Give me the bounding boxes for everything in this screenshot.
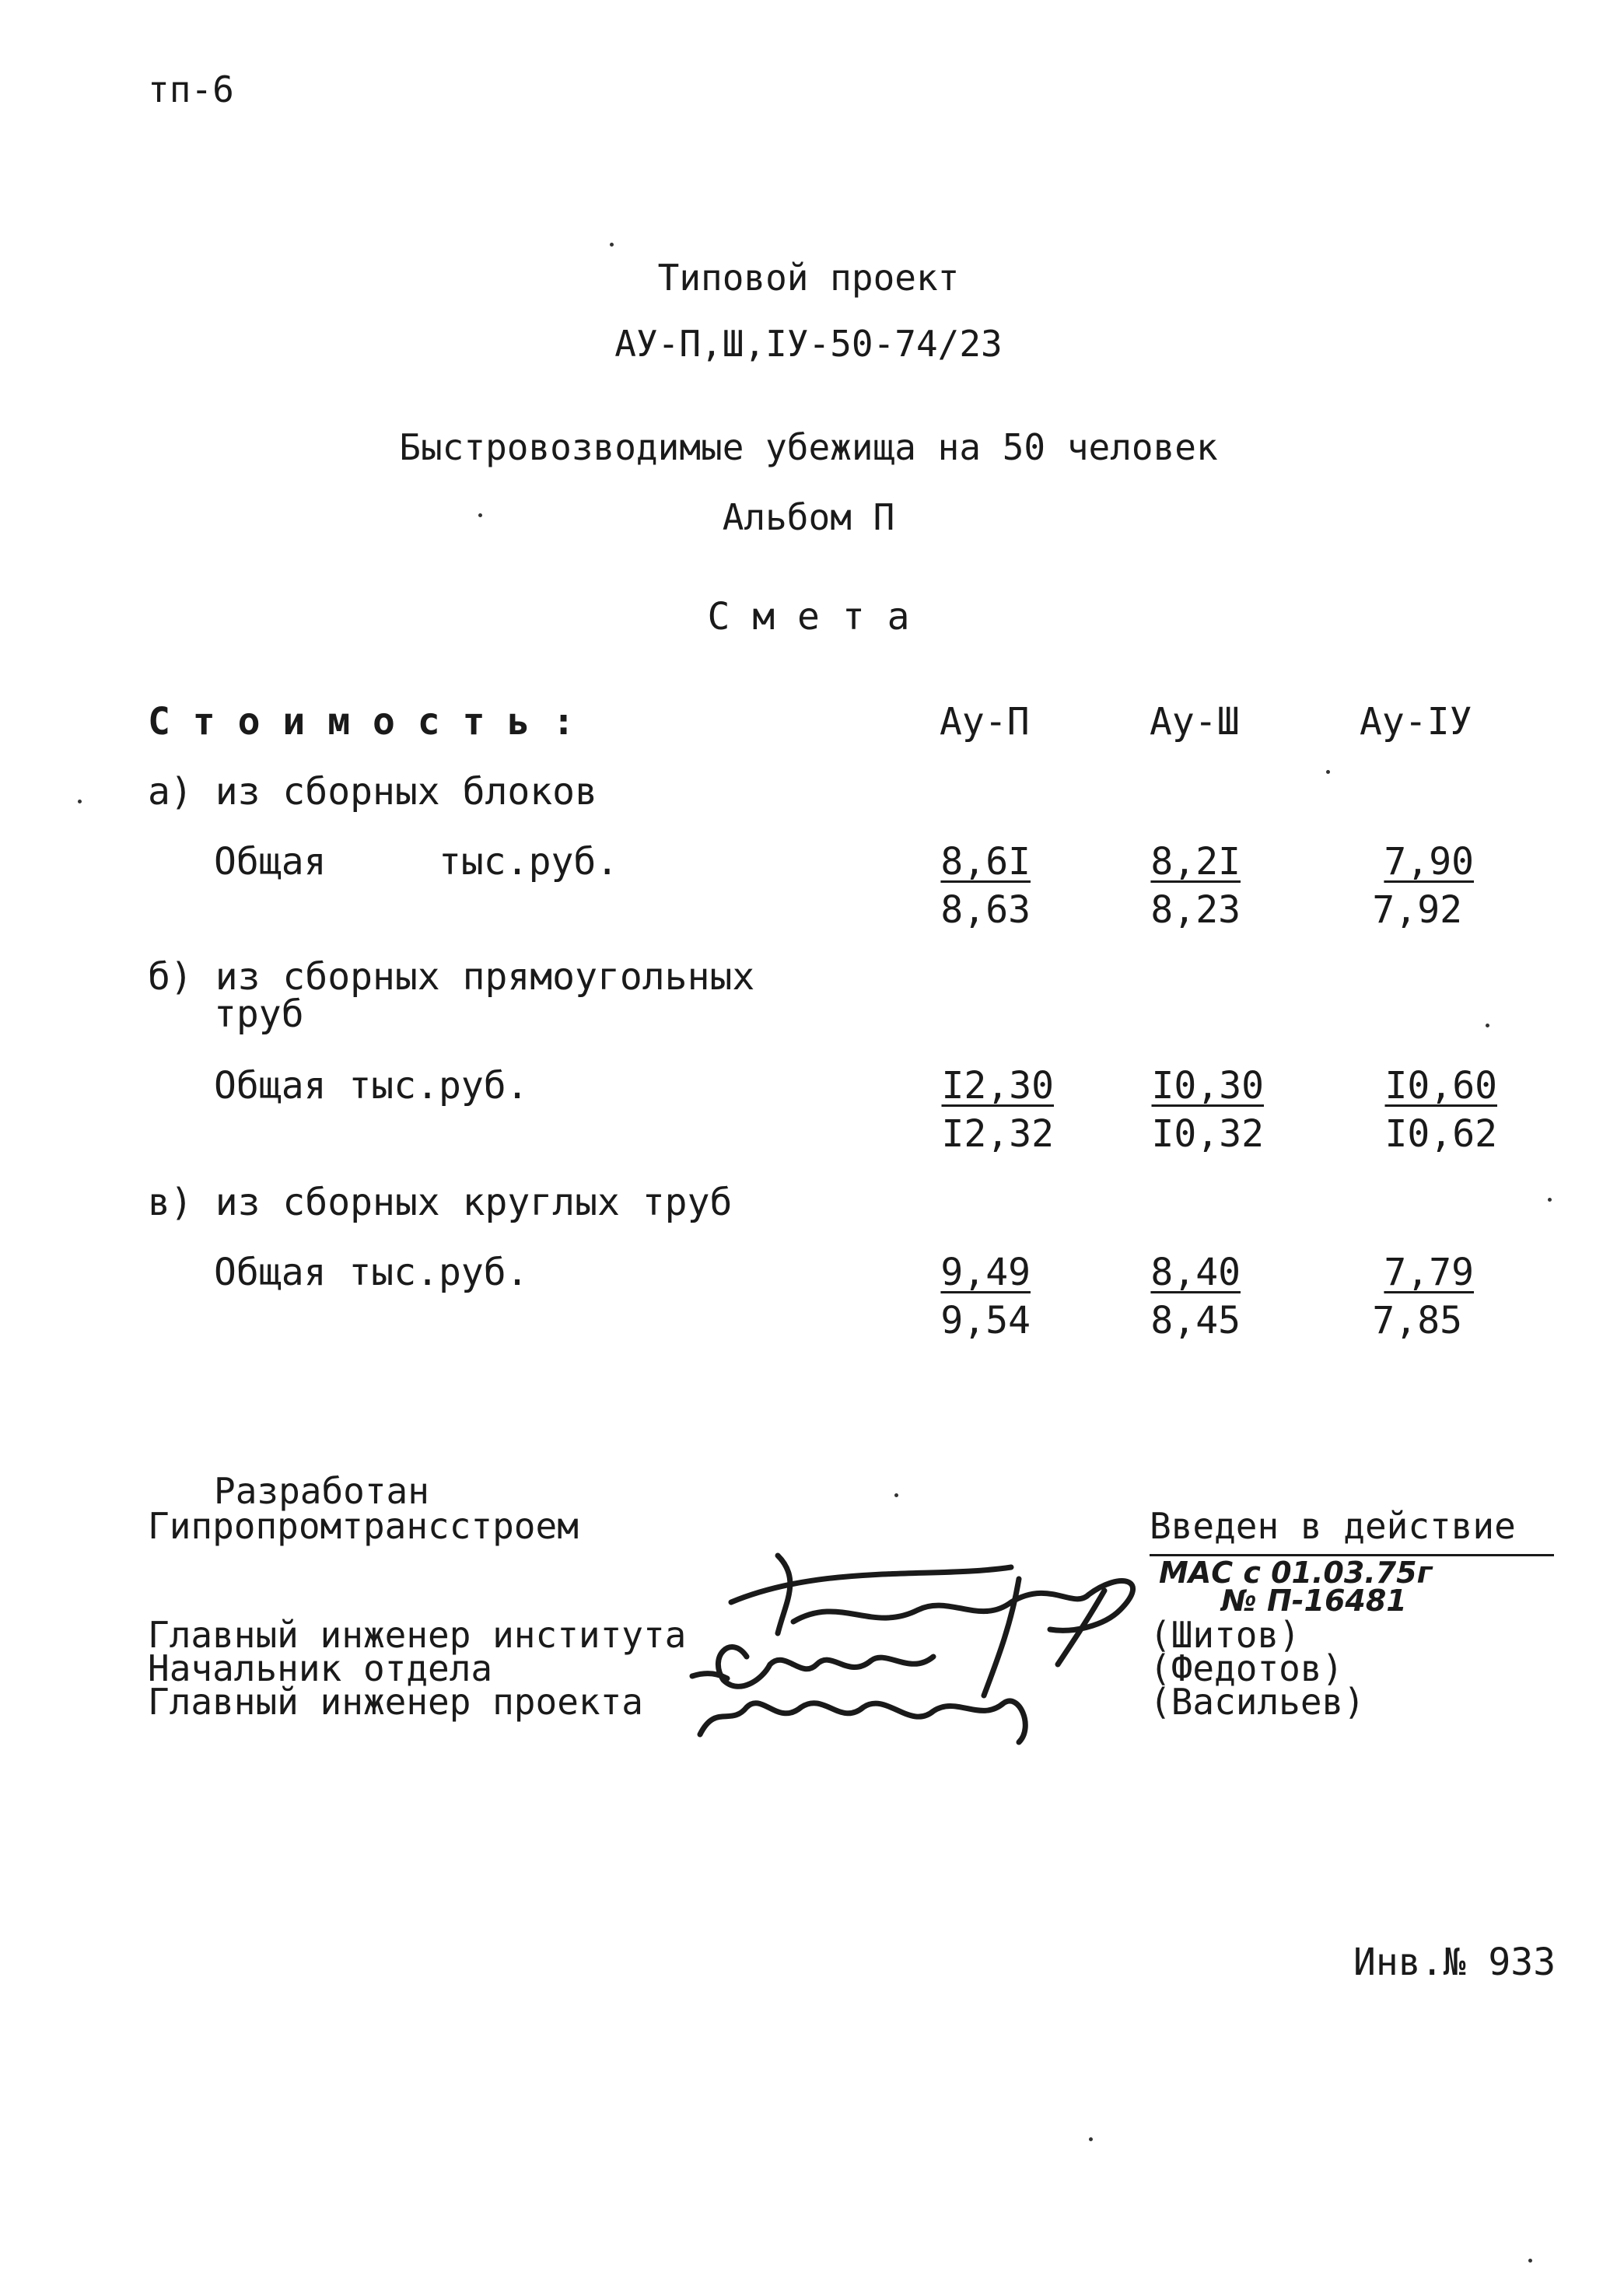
column-header: Ау-Ш	[1150, 700, 1240, 744]
cost-value: 8,6I	[940, 840, 1031, 884]
cost-value: I0,60	[1384, 1064, 1497, 1108]
cost-value: 9,49	[940, 1251, 1031, 1294]
signature-stroke	[1058, 1591, 1104, 1664]
row-label: Общая тыс.руб.	[214, 1064, 529, 1108]
cost-value: 9,54	[940, 1299, 1031, 1342]
scan-speck	[1548, 1198, 1552, 1202]
scan-speck	[1089, 2137, 1093, 2141]
developer-org: Гипропромтрансстроем	[148, 1505, 579, 1547]
enacted-note: МАС с 01.03.75г	[1159, 1556, 1433, 1590]
cost-value: I0,62	[1384, 1112, 1497, 1156]
cost-value: I2,30	[941, 1064, 1054, 1108]
name-fedotov: (Федотов)	[1150, 1647, 1344, 1689]
role-project-engineer: Главный инженер проекта	[148, 1681, 643, 1723]
scan-speck	[478, 513, 482, 517]
cost-value: 8,40	[1150, 1251, 1241, 1294]
signature-stroke	[700, 1701, 1025, 1742]
cost-value: 7,79	[1384, 1251, 1474, 1294]
scan-speck	[1486, 1024, 1489, 1027]
developed-label: Разработан	[214, 1470, 429, 1512]
cost-value: 8,63	[940, 888, 1031, 932]
name-vasiliev: (Васильев)	[1150, 1681, 1365, 1723]
cost-value: I2,32	[941, 1112, 1054, 1156]
section-label: б) из сборных прямоугольных	[148, 955, 755, 999]
enacted-label: Введен в действие	[1150, 1505, 1516, 1547]
signature-stroke	[984, 1579, 1019, 1696]
role-chief-engineer: Главный инженер института	[148, 1614, 687, 1656]
cost-value: I0,30	[1151, 1064, 1264, 1108]
column-header: Ау-П	[940, 700, 1030, 744]
scan-speck	[1528, 2259, 1532, 2263]
cost-label: С т о и м о с т ь :	[148, 700, 576, 744]
project-code: АУ-П,Ш,IУ-50-74/23	[614, 323, 1003, 365]
section-label: в) из сборных круглых труб	[148, 1181, 733, 1224]
cost-value: I0,32	[1151, 1112, 1264, 1156]
page-mark: тп-6	[148, 68, 234, 110]
column-header: Ау-IУ	[1360, 700, 1472, 744]
scan-speck	[78, 800, 82, 803]
name-shitov: (Шитов)	[1150, 1614, 1300, 1656]
cost-value: 7,85	[1372, 1299, 1462, 1342]
signature-stroke	[692, 1674, 727, 1678]
enacted-number: № П-16481	[1221, 1584, 1407, 1618]
doc-type: Типовой проект	[657, 257, 960, 299]
row-label: Общая тыс.руб.	[214, 1251, 529, 1294]
page-title: С м е т а	[707, 595, 910, 639]
signature-marks	[684, 1548, 1182, 1758]
cost-value: 7,92	[1372, 888, 1462, 932]
role-department-head: Начальник отдела	[148, 1647, 493, 1689]
section-label: а) из сборных блоков	[148, 770, 597, 814]
cost-value: 8,23	[1150, 888, 1241, 932]
scan-speck	[610, 243, 614, 247]
album-label: Альбом П	[722, 496, 895, 538]
inventory-number: Инв.№ 933	[1353, 1941, 1556, 1984]
scan-speck	[894, 1493, 898, 1497]
cost-value: 8,45	[1150, 1299, 1241, 1342]
project-title: Быстровозводимые убежища на 50 человек	[399, 426, 1218, 468]
scan-speck	[1326, 770, 1330, 774]
cost-value: 8,2I	[1150, 840, 1241, 884]
signature-stroke	[778, 1556, 790, 1633]
signature-stroke	[718, 1647, 933, 1687]
row-label: Общая тыс.руб.	[214, 840, 619, 884]
section-label-cont: труб	[214, 992, 304, 1036]
cost-value: 7,90	[1384, 840, 1474, 884]
signature-stroke	[731, 1567, 1011, 1602]
